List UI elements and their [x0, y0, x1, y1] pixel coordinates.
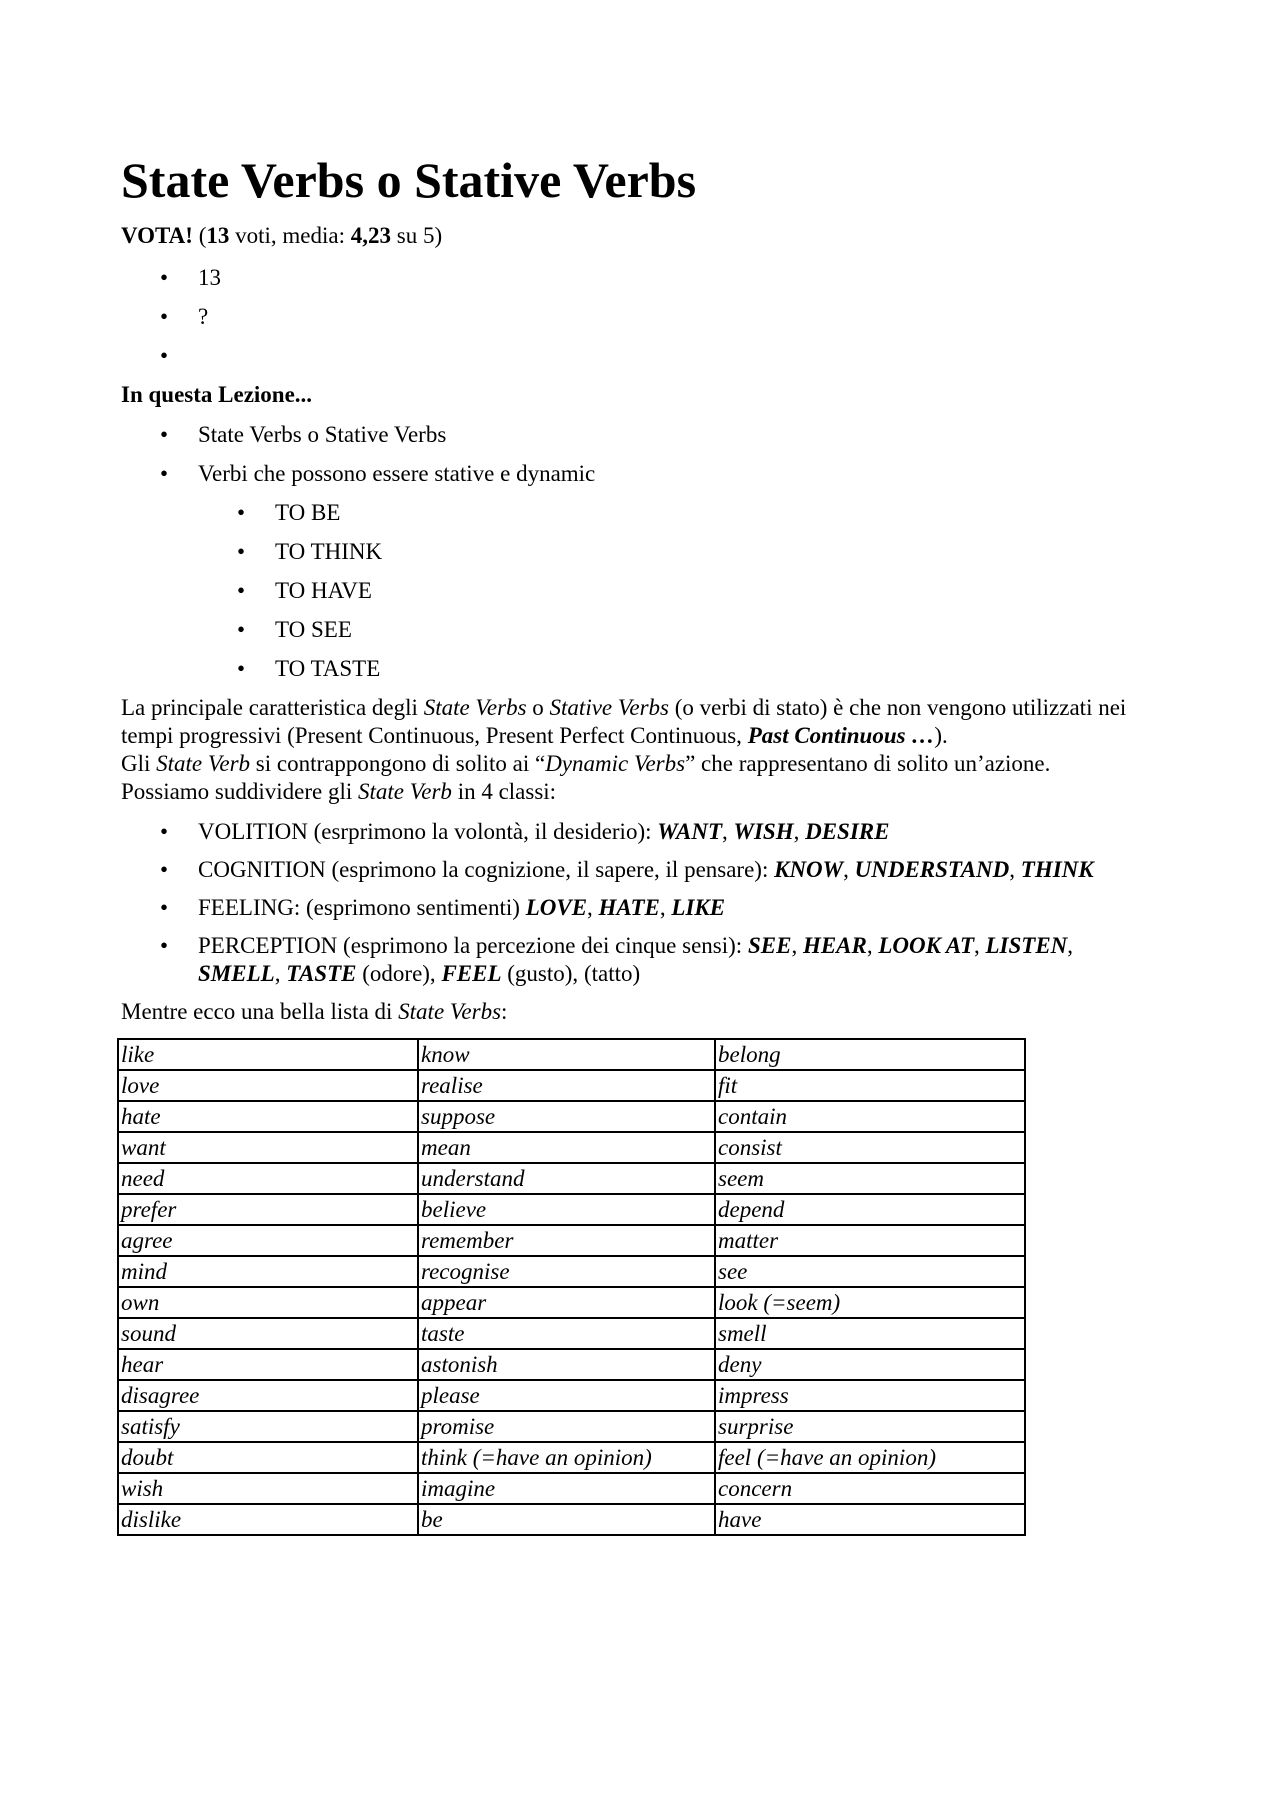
table-cell: surprise [715, 1411, 1025, 1442]
table-row [118, 1194, 1025, 1225]
table-cell: believe [418, 1194, 715, 1225]
table-cell: hate [118, 1101, 418, 1132]
class-perception: • PERCEPTION (esprimono la percezione dei cinque sensi): SEE, HEAR, LOOK AT, LISTEN, SMELL, TASTE (odore), FEEL (gusto), (tatto) [198, 932, 1161, 988]
table-row [118, 1039, 1025, 1070]
table-cell: recognise [418, 1256, 715, 1287]
lesson-sublink-to-think[interactable]: • TO THINK [275, 538, 1161, 566]
list-intro: Mentre ecco una bella lista di State Verbs: [121, 999, 508, 1024]
lesson-sublink-to-see[interactable]: • TO SEE [275, 616, 1161, 644]
vote-line: VOTA! (13 voti, media: 4,23 su 5) [121, 223, 443, 248]
table-cell: fit [715, 1070, 1025, 1101]
table-cell: matter [715, 1225, 1025, 1256]
table-row [118, 1473, 1025, 1504]
lesson-sublink-to-be[interactable]: • TO BE [275, 499, 1161, 527]
table-cell: need [118, 1163, 418, 1194]
table-cell: please [418, 1380, 715, 1411]
table-cell: prefer [118, 1194, 418, 1225]
table-cell: look (=seem) [715, 1287, 1025, 1318]
table-cell: belong [715, 1039, 1025, 1070]
rating-item[interactable]: • ? [198, 303, 1161, 331]
table-cell: sound [118, 1318, 418, 1349]
table-cell: imagine [418, 1473, 715, 1504]
table-cell: disagree [118, 1380, 418, 1411]
table-row [118, 1256, 1025, 1287]
table-cell: see [715, 1256, 1025, 1287]
intro-paragraph-2: Gli State Verb si contrappongono di solito ai “Dynamic Verbs” che rappresentano di solito un’azione. [121, 751, 1051, 776]
table-row [118, 1318, 1025, 1349]
rating-item[interactable] [198, 342, 1161, 370]
table-cell: think (=have an opinion) [418, 1442, 715, 1473]
table-cell: hear [118, 1349, 418, 1380]
table-cell: be [418, 1504, 715, 1535]
table-cell: feel (=have an opinion) [715, 1442, 1025, 1473]
lesson-heading: In questa Lezione... [121, 382, 313, 407]
table-cell: own [118, 1287, 418, 1318]
table-cell: mind [118, 1256, 418, 1287]
table-cell: contain [715, 1101, 1025, 1132]
class-feeling: • FEELING: (esprimono sentimenti) LOVE, HATE, LIKE [198, 894, 1161, 922]
past-continuous-link[interactable]: Past Continuous … [747, 723, 935, 748]
table-cell: understand [418, 1163, 715, 1194]
table-row [118, 1163, 1025, 1194]
table-cell: suppose [418, 1101, 715, 1132]
table-row [118, 1349, 1025, 1380]
table-row [118, 1442, 1025, 1473]
table-row [118, 1132, 1025, 1163]
lesson-item-dynamic [198, 460, 1161, 683]
lesson-sublist [198, 499, 1161, 683]
table-cell: smell [715, 1318, 1025, 1349]
table-cell: deny [715, 1349, 1025, 1380]
intro-paragraph-3: Possiamo suddividere gli State Verb in 4 classi: [121, 779, 557, 804]
table-cell: know [418, 1039, 715, 1070]
table-cell: concern [715, 1473, 1025, 1504]
table-row [118, 1380, 1025, 1411]
vote-label[interactable]: VOTA! [121, 223, 193, 248]
lesson-sublink-to-taste[interactable]: • TO TASTE [275, 655, 1161, 683]
page-title: State Verbs o Stative Verbs [121, 152, 697, 208]
table-cell: remember [418, 1225, 715, 1256]
table-row [118, 1101, 1025, 1132]
table-cell: dislike [118, 1504, 418, 1535]
vote-average: 4,23 [350, 223, 391, 248]
table-cell: love [118, 1070, 418, 1101]
table-cell: realise [418, 1070, 715, 1101]
table-row [118, 1504, 1025, 1535]
table-cell: taste [418, 1318, 715, 1349]
rating-list [121, 264, 1161, 370]
table-cell: have [715, 1504, 1025, 1535]
table-cell: consist [715, 1132, 1025, 1163]
class-volition: • VOLITION (esrprimono la volontà, il desiderio): WANT, WISH, DESIRE [198, 818, 1161, 846]
table-cell: depend [715, 1194, 1025, 1225]
table-row [118, 1411, 1025, 1442]
table-cell: agree [118, 1225, 418, 1256]
table-cell: satisfy [118, 1411, 418, 1442]
lesson-link-dynamic[interactable]: Verbi che possono essere stative e dynamic [198, 461, 596, 486]
table-cell: doubt [118, 1442, 418, 1473]
table-cell: astonish [418, 1349, 715, 1380]
table-cell: appear [418, 1287, 715, 1318]
table-cell: mean [418, 1132, 715, 1163]
table-row [118, 1225, 1025, 1256]
intro-paragraph-1: La principale caratteristica degli State Verbs o Stative Verbs (o verbi di stato) è che non vengono utilizzati nei tempi progressivi (Present Continuous, Present Perfect Continuous, Past Continuous …). [121, 695, 1127, 748]
rating-item[interactable]: • 13 [198, 264, 1161, 292]
table-cell: promise [418, 1411, 715, 1442]
state-verbs-table [117, 1038, 1026, 1536]
document-page [121, 150, 1161, 1536]
table-cell: impress [715, 1380, 1025, 1411]
table-cell: seem [715, 1163, 1025, 1194]
table-row [118, 1070, 1025, 1101]
class-cognition: • COGNITION (esprimono la cognizione, il sapere, il pensare): KNOW, UNDERSTAND, THINK [198, 856, 1161, 884]
vote-count: 13 [206, 223, 230, 248]
lesson-link-state-verbs[interactable]: • State Verbs o Stative Verbs [198, 421, 1161, 449]
table-cell: want [118, 1132, 418, 1163]
table-cell: wish [118, 1473, 418, 1504]
lesson-sublink-to-have[interactable]: • TO HAVE [275, 577, 1161, 605]
lesson-list [121, 421, 1161, 683]
classes-list [121, 818, 1161, 988]
table-cell: like [118, 1039, 418, 1070]
table-row [118, 1287, 1025, 1318]
